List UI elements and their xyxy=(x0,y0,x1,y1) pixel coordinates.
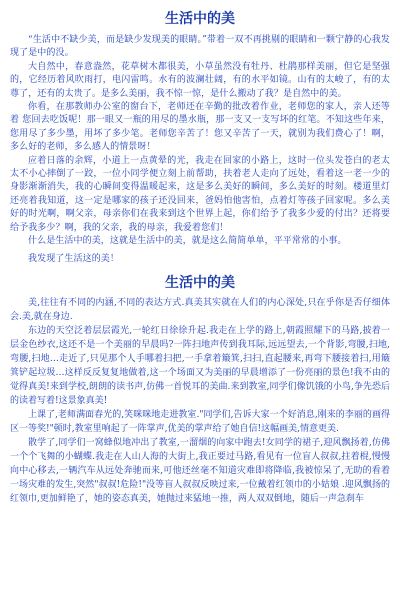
essay-two-paragraph: 东边的天空泛着层层霞光,一轮红日徐徐升起.我走在上学的路上,朝霞照耀下的马路,披着一层金色纱衣,这还不是一个美丽的早晨吗?一阵扫地声传到我耳际,远远望去,一个背影,弯腰,扫地,弯腰,扫地…走近了,只见那个人手哪着扫把,一手拿着簸箕,扫扫,直起腰来,再弯下腰接着扫,用簸箕铲起垃圾…这样反反复复地做着,这一个场面又为美丽的早晨增添了一份亮丽的景色!我不由的觉得真美!来到学校,朗朗的读书声,仿佛一首悦耳的美曲.来到教室,同学们像饥饿的小鸟,争先恐后的读着写着!这景象真美! xyxy=(10,325,390,406)
essay-one-paragraph: 我发现了生活这的美！ xyxy=(28,253,120,264)
essay-two-paragraph: 美,往往有不同的内涵,不同的表达方式.真美其实就在人们的内心深处,只在乎你是否仔细体会.美,就在身边. xyxy=(10,297,390,322)
essay-two xyxy=(10,274,390,506)
essay-two-title: 生活中的美 xyxy=(165,274,235,291)
essay-one xyxy=(10,10,390,266)
essay-two-paragraph: 散学了,同学们一窝蜂似地冲出了教室,一溜烟的向家中跑去!女同学的裙子,迎风飘扬着,仿佛一个个飞舞的小蝴蝶.我走在人山人海的大街上,我正要过马路,看见有一位盲人叔叔,拄着棍,慢慢向中心移去,一辆汽车从远处奔驰而来,可他还丝毫不知道灾难即将降临,我被惊呆了,无助的看着一场灾难的发生,突然"叔叔!危险!"没等盲人叔叔反映过来,一位戴着红领巾的小姑娘 .迎风飘扬的红领巾,更加鲜艳了，她的姿态真美，她抛过来猛地一推，两人双双倒地，随后一声急刹车 xyxy=(10,437,390,504)
essay-one-paragraph: “生活中不缺少美，而是缺少发现美的眼睛。”带着一双不再挑剔的眼睛和一颗宁静的心我发现了是中的没。 xyxy=(10,35,390,59)
essay-one-paragraph: 大自然中，春意盎然，花草树木都很美，小草虽然没有牡丹、杜鹃那样美丽，但它是坚强的，它经历着风吹雨打，电闪雷鸣。水有的波澜壮阔，有的水平如镜。山有的太峻了，有的太尊了，还有的太贵了。是多么美丽，我不惊一惊，是什么搬动了我？是自然中的美。 xyxy=(10,61,390,99)
essay-one-paragraph: 应着日落的余辉，小道上一点黄晕的光，我走在回家的小路上，这时一位头发苍白的老太太不小心摔倒了一跤，一位小同学便立刻上前帮助，扶着老人走向了远处，看着这一老一少的身影渐渐消失，我的心瞬间变得温暖起来，这是多么美好的瞬间，多么美好的时刻。楼道里灯还亮着我知道，这一定是哪家的孩子还没回来，爸妈怕他害怕，点着灯等孩子回家呢。多么美好的时光啊，啊父亲，母亲你们在我来到这个世界上起，你们给予了我多少爱的付出？还将要给予我多少？啊，我的父亲，我的母亲，我爱着您们！ xyxy=(10,155,390,233)
essay-two-paragraph: 上课了,老师满面春光的,笑咪咪地走进教室."同学们,告诉大家一个好消息,刚来的李丽的画得区一等奖!"顿时,教室里响起了一阵掌声,优美的掌声给了她自信!这幅画美,情意更美. xyxy=(10,409,390,434)
essay-one-paragraph: 你看，在那教师办公室的窗台下，老师还在辛勤的批改着作业，老师您的家人，亲人还等着 您回去吃饭呢！那一眼又一瓶的用尽的墨水瓶，那一支又一支写坏的红笔。不知这些年来，您用尽了多少墨，用坏了多少笔。老师您辛苦了！您又辛苦了一天，就别为我们费心了！啊，多么好的老师，多么感人的情景呀！ xyxy=(10,102,390,153)
essay-one-title: 生活中的美 xyxy=(165,11,235,27)
essay-one-paragraph: 什么是生活中的美，这就是生活中的美，就是这么简简单单，平平常常的小事。 xyxy=(28,236,347,247)
